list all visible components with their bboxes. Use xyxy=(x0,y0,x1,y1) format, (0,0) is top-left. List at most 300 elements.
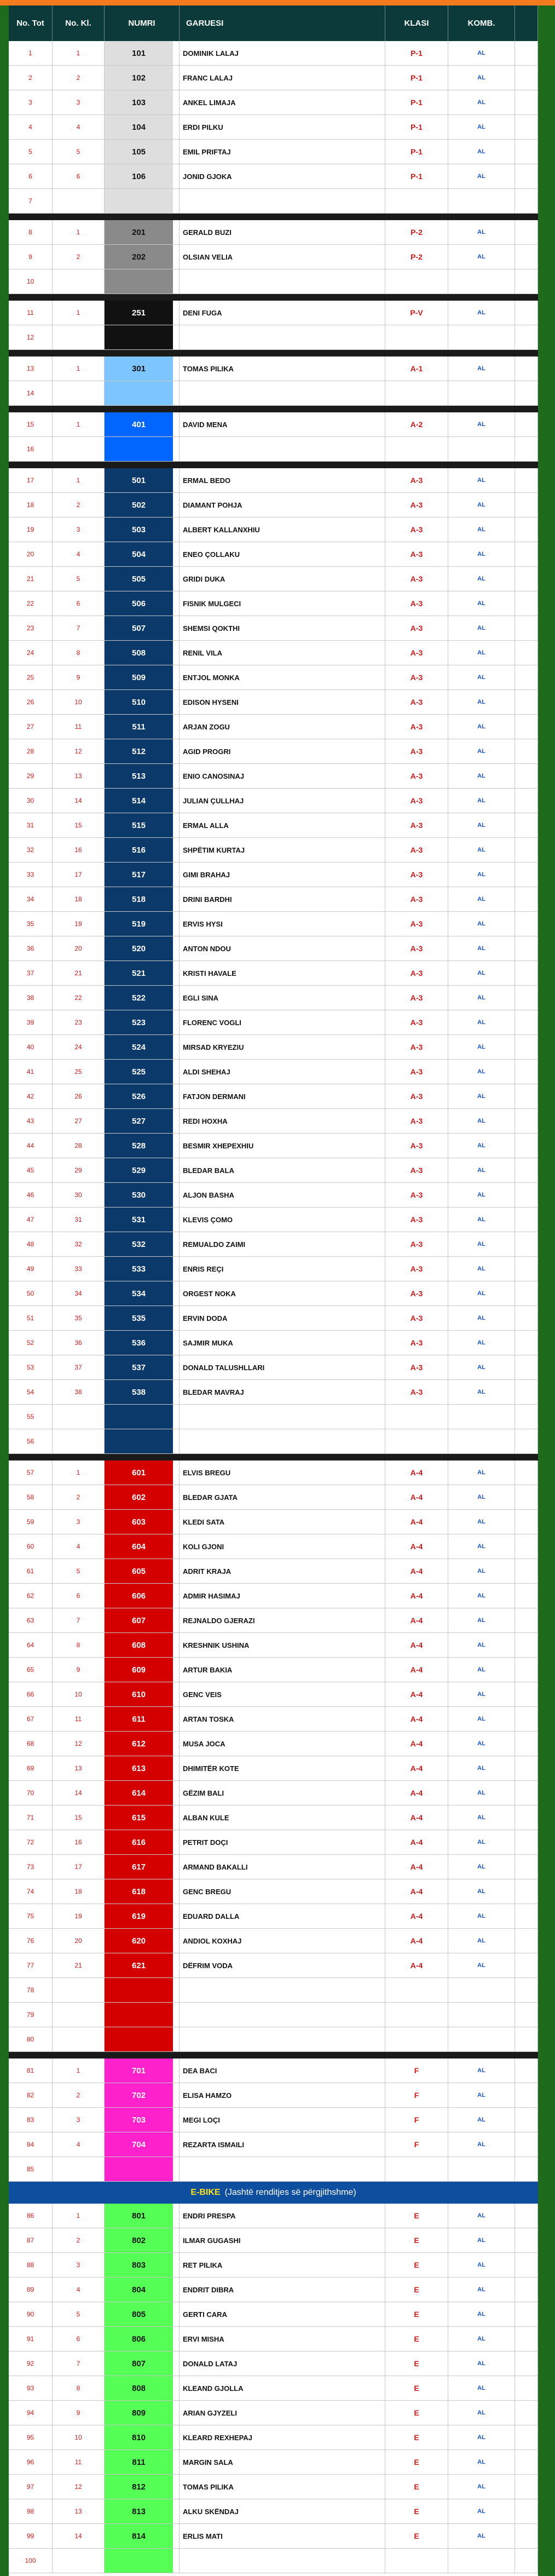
rider-name xyxy=(180,189,385,213)
row-no-tot: 22 xyxy=(9,591,53,616)
row-spacer xyxy=(515,1830,538,1854)
rider-name xyxy=(180,2003,385,2027)
row-no-kl: 2 xyxy=(53,1485,105,1509)
bib-number: 251 xyxy=(105,301,173,325)
row-no-kl: 7 xyxy=(53,2351,105,2376)
row-no-tot: 49 xyxy=(9,1257,53,1281)
table-row xyxy=(9,1633,538,1658)
row-no-tot: 36 xyxy=(9,936,53,961)
row-no-kl: 4 xyxy=(53,115,105,139)
table-row xyxy=(9,2549,538,2573)
nationality: AL xyxy=(448,90,515,114)
row-spacer xyxy=(515,1879,538,1904)
nationality: AL xyxy=(448,2108,515,2132)
class-code: E xyxy=(385,2450,448,2474)
cell-gap xyxy=(173,437,180,461)
cell-gap xyxy=(173,813,180,837)
row-spacer xyxy=(515,1485,538,1509)
rider-name: DRINI BARDHI xyxy=(180,887,385,911)
cell-gap xyxy=(173,2003,180,2027)
bib-number: 517 xyxy=(105,863,173,887)
rider-name: REZARTA ISMAILI xyxy=(180,2132,385,2157)
table-row xyxy=(9,2108,538,2132)
row-spacer xyxy=(515,1461,538,1485)
row-no-kl: 2 xyxy=(53,493,105,517)
nationality: AL xyxy=(448,115,515,139)
row-spacer xyxy=(515,1281,538,1306)
bib-number: 538 xyxy=(105,1380,173,1404)
class-code: A-3 xyxy=(385,1183,448,1207)
class-code: A-3 xyxy=(385,665,448,689)
row-no-tot: 32 xyxy=(9,838,53,862)
rider-name: SAJMIR MUKA xyxy=(180,1331,385,1355)
class-code: A-3 xyxy=(385,764,448,788)
class-code: A-4 xyxy=(385,1732,448,1756)
row-no-tot: 48 xyxy=(9,1232,53,1256)
rider-name: ANTON NDOU xyxy=(180,936,385,961)
row-no-tot: 9 xyxy=(9,245,53,269)
class-code: A-3 xyxy=(385,912,448,936)
bib-number: 613 xyxy=(105,1756,173,1780)
rider-name: DIAMANT POHJA xyxy=(180,493,385,517)
class-code: A-3 xyxy=(385,813,448,837)
cell-gap xyxy=(173,1331,180,1355)
cell-gap xyxy=(173,2376,180,2400)
cell-gap xyxy=(173,912,180,936)
class-code: A-2 xyxy=(385,412,448,436)
table-row xyxy=(9,2401,538,2425)
row-no-kl: 8 xyxy=(53,2376,105,2400)
cell-gap xyxy=(173,2278,180,2302)
row-no-kl: 14 xyxy=(53,789,105,813)
cell-gap xyxy=(173,1257,180,1281)
row-spacer xyxy=(515,863,538,887)
row-spacer xyxy=(515,1010,538,1034)
bib-number: 806 xyxy=(105,2327,173,2351)
row-spacer xyxy=(515,1257,538,1281)
nationality xyxy=(448,269,515,294)
rider-name: BLEDAR GJATA xyxy=(180,1485,385,1509)
cell-gap xyxy=(173,245,180,269)
class-code: A-3 xyxy=(385,1331,448,1355)
table-row xyxy=(9,1060,538,1084)
cell-gap xyxy=(173,2425,180,2450)
rider-name: ARTAN TOSKA xyxy=(180,1707,385,1731)
row-spacer xyxy=(515,1732,538,1756)
cell-gap xyxy=(173,1584,180,1608)
rider-name: REJNALDO GJERAZI xyxy=(180,1608,385,1632)
rider-name: OLSIAN VELIA xyxy=(180,245,385,269)
cell-gap xyxy=(173,1134,180,1158)
row-spacer xyxy=(515,1682,538,1706)
row-no-kl: 5 xyxy=(53,567,105,591)
cell-gap xyxy=(173,41,180,65)
row-no-tot: 47 xyxy=(9,1208,53,1232)
nationality: AL xyxy=(448,1781,515,1805)
row-no-tot: 87 xyxy=(9,2228,53,2252)
class-code xyxy=(385,269,448,294)
class-code: A-3 xyxy=(385,518,448,542)
row-spacer xyxy=(515,616,538,640)
class-code: E xyxy=(385,2401,448,2425)
table-row xyxy=(9,1559,538,1584)
rider-name: ERLIS MATI xyxy=(180,2524,385,2548)
row-no-kl: 35 xyxy=(53,1306,105,1330)
rider-name: ALKU SKËNDAJ xyxy=(180,2499,385,2523)
bib-number: 807 xyxy=(105,2351,173,2376)
nationality: AL xyxy=(448,1257,515,1281)
table-row xyxy=(9,220,538,245)
nationality: AL xyxy=(448,887,515,911)
rider-name: ANKEL LIMAJA xyxy=(180,90,385,114)
bib-number: 808 xyxy=(105,2376,173,2400)
bib-number: 509 xyxy=(105,665,173,689)
row-no-kl: 28 xyxy=(53,1134,105,1158)
row-no-kl: 21 xyxy=(53,1953,105,1977)
table-row xyxy=(9,863,538,887)
row-no-tot: 20 xyxy=(9,542,53,566)
cell-gap xyxy=(173,739,180,763)
bib-number: 520 xyxy=(105,936,173,961)
table-row xyxy=(9,1978,538,2003)
table-row xyxy=(9,357,538,381)
row-spacer xyxy=(515,2204,538,2228)
row-no-kl: 31 xyxy=(53,1208,105,1232)
class-code xyxy=(385,1978,448,2002)
row-no-tot: 65 xyxy=(9,1658,53,1682)
row-no-tot: 34 xyxy=(9,887,53,911)
nationality: AL xyxy=(448,2524,515,2548)
table-row xyxy=(9,1306,538,1331)
table-row xyxy=(9,986,538,1010)
rider-name: ERMAL ALLA xyxy=(180,813,385,837)
nationality xyxy=(448,1978,515,2002)
class-code: A-4 xyxy=(385,1682,448,1706)
nationality: AL xyxy=(448,1584,515,1608)
cell-gap xyxy=(173,1158,180,1182)
table-row xyxy=(9,2228,538,2253)
cell-gap xyxy=(173,665,180,689)
row-no-kl: 11 xyxy=(53,1707,105,1731)
row-no-kl: 29 xyxy=(53,1158,105,1182)
class-code: E xyxy=(385,2228,448,2252)
row-no-tot: 17 xyxy=(9,468,53,492)
nationality: AL xyxy=(448,1035,515,1059)
rider-name: GENC VEIS xyxy=(180,1682,385,1706)
class-code: A-4 xyxy=(385,1904,448,1928)
cell-gap xyxy=(173,1010,180,1034)
class-code: E xyxy=(385,2499,448,2523)
row-spacer xyxy=(515,887,538,911)
table-row xyxy=(9,1429,538,1454)
class-code: P-2 xyxy=(385,220,448,244)
row-spacer xyxy=(515,493,538,517)
row-no-kl: 15 xyxy=(53,813,105,837)
row-no-tot: 72 xyxy=(9,1830,53,1854)
cell-gap xyxy=(173,1232,180,1256)
row-no-tot: 82 xyxy=(9,2083,53,2107)
row-no-tot: 29 xyxy=(9,764,53,788)
table-row xyxy=(9,140,538,164)
bib-number: 105 xyxy=(105,140,173,164)
bib-number: 811 xyxy=(105,2450,173,2474)
bib-number: 510 xyxy=(105,690,173,714)
row-no-kl: 8 xyxy=(53,641,105,665)
nationality: AL xyxy=(448,616,515,640)
bib-number: 527 xyxy=(105,1109,173,1133)
bib-number: 812 xyxy=(105,2475,173,2499)
row-spacer xyxy=(515,665,538,689)
table-header xyxy=(9,5,538,41)
row-no-tot: 60 xyxy=(9,1534,53,1559)
table-row xyxy=(9,325,538,350)
table-row xyxy=(9,1010,538,1035)
class-code: A-3 xyxy=(385,1306,448,1330)
row-no-tot: 38 xyxy=(9,986,53,1010)
bib-number xyxy=(105,381,173,405)
bib-number: 519 xyxy=(105,912,173,936)
row-no-kl: 1 xyxy=(53,412,105,436)
group-separator xyxy=(9,2052,538,2058)
nationality: AL xyxy=(448,2302,515,2326)
cell-gap xyxy=(173,1510,180,1534)
nationality: AL xyxy=(448,2376,515,2400)
class-code: P-1 xyxy=(385,41,448,65)
group-separator xyxy=(9,1454,538,1461)
row-no-tot: 42 xyxy=(9,1084,53,1108)
rider-name xyxy=(180,325,385,349)
bib-number: 804 xyxy=(105,2278,173,2302)
cell-gap xyxy=(173,325,180,349)
nationality: AL xyxy=(448,912,515,936)
row-no-tot: 68 xyxy=(9,1732,53,1756)
rider-name: KLEVIS ÇOMO xyxy=(180,1208,385,1232)
row-no-kl xyxy=(53,1429,105,1453)
row-spacer xyxy=(515,1405,538,1429)
row-no-tot: 96 xyxy=(9,2450,53,2474)
row-no-tot: 95 xyxy=(9,2425,53,2450)
table-row xyxy=(9,1732,538,1756)
bib-number: 202 xyxy=(105,245,173,269)
rider-name xyxy=(180,2027,385,2051)
row-no-kl: 1 xyxy=(53,468,105,492)
table-row xyxy=(9,1380,538,1405)
rider-name: ERVIS HYSI xyxy=(180,912,385,936)
bib-number: 809 xyxy=(105,2401,173,2425)
row-no-kl: 14 xyxy=(53,2524,105,2548)
class-code: A-4 xyxy=(385,1806,448,1830)
row-no-tot: 85 xyxy=(9,2157,53,2181)
table-row xyxy=(9,739,538,764)
bib-number xyxy=(105,1405,173,1429)
bib-number: 526 xyxy=(105,1084,173,1108)
class-code: A-3 xyxy=(385,468,448,492)
table-row xyxy=(9,1257,538,1281)
row-no-tot: 59 xyxy=(9,1510,53,1534)
bib-number: 535 xyxy=(105,1306,173,1330)
row-no-tot: 37 xyxy=(9,961,53,985)
row-no-tot: 54 xyxy=(9,1380,53,1404)
cell-gap xyxy=(173,2132,180,2157)
rider-name: EDUARD DALLA xyxy=(180,1904,385,1928)
row-spacer xyxy=(515,912,538,936)
ebike-banner xyxy=(9,2182,538,2204)
row-spacer xyxy=(515,542,538,566)
table-row xyxy=(9,2157,538,2182)
row-no-tot: 7 xyxy=(9,189,53,213)
rider-name: GRIDI DUKA xyxy=(180,567,385,591)
bib-number: 805 xyxy=(105,2302,173,2326)
class-code: E xyxy=(385,2327,448,2351)
cell-gap xyxy=(173,1035,180,1059)
cell-gap xyxy=(173,381,180,405)
row-no-kl: 19 xyxy=(53,1904,105,1928)
rider-name: ANDIOL KOXHAJ xyxy=(180,1929,385,1953)
table-row xyxy=(9,2499,538,2524)
row-no-tot: 69 xyxy=(9,1756,53,1780)
table-row xyxy=(9,66,538,90)
bib-number: 615 xyxy=(105,1806,173,1830)
row-spacer xyxy=(515,961,538,985)
nationality: AL xyxy=(448,789,515,813)
row-no-tot: 28 xyxy=(9,739,53,763)
class-code: A-4 xyxy=(385,1510,448,1534)
row-spacer xyxy=(515,1510,538,1534)
bib-number: 602 xyxy=(105,1485,173,1509)
rider-name: SHPËTIM KURTAJ xyxy=(180,838,385,862)
cell-gap xyxy=(173,1929,180,1953)
table-row xyxy=(9,1510,538,1534)
bib-number: 533 xyxy=(105,1257,173,1281)
row-no-kl: 9 xyxy=(53,2401,105,2425)
table-row xyxy=(9,715,538,739)
row-no-tot: 77 xyxy=(9,1953,53,1977)
class-code: A-4 xyxy=(385,1559,448,1583)
row-spacer xyxy=(515,2108,538,2132)
row-no-tot: 74 xyxy=(9,1879,53,1904)
rider-name: ENEO ÇOLLAKU xyxy=(180,542,385,566)
row-spacer xyxy=(515,1109,538,1133)
class-code: A-4 xyxy=(385,1953,448,1977)
rider-name: REDI HOXHA xyxy=(180,1109,385,1133)
row-spacer xyxy=(515,567,538,591)
class-code: A-4 xyxy=(385,1608,448,1632)
row-no-tot: 13 xyxy=(9,357,53,381)
nationality: AL xyxy=(448,1084,515,1108)
row-no-kl xyxy=(53,2549,105,2573)
bib-number: 528 xyxy=(105,1134,173,1158)
row-spacer xyxy=(515,301,538,325)
table-row xyxy=(9,2027,538,2052)
class-code: A-3 xyxy=(385,1232,448,1256)
row-no-tot: 86 xyxy=(9,2204,53,2228)
table-row xyxy=(9,2253,538,2278)
cell-gap xyxy=(173,2204,180,2228)
nationality: AL xyxy=(448,518,515,542)
row-no-tot: 84 xyxy=(9,2132,53,2157)
cell-gap xyxy=(173,1707,180,1731)
cell-gap xyxy=(173,1559,180,1583)
row-no-tot: 27 xyxy=(9,715,53,739)
row-no-kl: 10 xyxy=(53,2425,105,2450)
bib-number: 518 xyxy=(105,887,173,911)
cell-gap xyxy=(173,2108,180,2132)
class-code: P-V xyxy=(385,301,448,325)
row-no-tot: 14 xyxy=(9,381,53,405)
table-row xyxy=(9,1485,538,1510)
group-separator xyxy=(9,406,538,412)
class-code: A-3 xyxy=(385,1010,448,1034)
cell-gap xyxy=(173,542,180,566)
rider-name: AGID PROGRI xyxy=(180,739,385,763)
table-row xyxy=(9,1035,538,1060)
row-no-tot: 64 xyxy=(9,1633,53,1657)
row-no-kl xyxy=(53,381,105,405)
row-no-tot: 92 xyxy=(9,2351,53,2376)
bib-number: 617 xyxy=(105,1855,173,1879)
bib-number: 612 xyxy=(105,1732,173,1756)
nationality: AL xyxy=(448,1534,515,1559)
bib-number: 524 xyxy=(105,1035,173,1059)
rider-name: GERTI CARA xyxy=(180,2302,385,2326)
cell-gap xyxy=(173,1060,180,1084)
row-no-kl: 9 xyxy=(53,665,105,689)
table-row xyxy=(9,269,538,294)
bib-number: 702 xyxy=(105,2083,173,2107)
nationality: AL xyxy=(448,1879,515,1904)
nationality: AL xyxy=(448,2425,515,2450)
class-code: P-1 xyxy=(385,164,448,188)
row-no-kl: 11 xyxy=(53,715,105,739)
cell-gap xyxy=(173,591,180,616)
row-spacer xyxy=(515,164,538,188)
rider-name: DONALD LATAJ xyxy=(180,2351,385,2376)
bib-number: 512 xyxy=(105,739,173,763)
nationality: AL xyxy=(448,412,515,436)
ebike-note: (Jashtë renditjes së përgjithshme) xyxy=(224,2188,356,2197)
cell-gap xyxy=(173,1781,180,1805)
bib-number xyxy=(105,2157,173,2181)
class-code: F xyxy=(385,2058,448,2083)
table-row xyxy=(9,2302,538,2327)
row-spacer xyxy=(515,1658,538,1682)
row-no-kl: 13 xyxy=(53,764,105,788)
bib-number: 606 xyxy=(105,1584,173,1608)
row-spacer xyxy=(515,2351,538,2376)
row-spacer xyxy=(515,2157,538,2181)
row-no-tot: 43 xyxy=(9,1109,53,1133)
bib-number: 504 xyxy=(105,542,173,566)
class-code: A-4 xyxy=(385,1461,448,1485)
row-spacer xyxy=(515,2083,538,2107)
cell-gap xyxy=(173,1380,180,1404)
row-no-tot: 78 xyxy=(9,1978,53,2002)
rider-name: ENTJOL MONKA xyxy=(180,665,385,689)
nationality: AL xyxy=(448,764,515,788)
class-code: E xyxy=(385,2376,448,2400)
left-rail xyxy=(0,5,9,2576)
row-no-tot: 19 xyxy=(9,518,53,542)
nationality: AL xyxy=(448,1929,515,1953)
nationality: AL xyxy=(448,2058,515,2083)
rider-name: DHIMITËR KOTE xyxy=(180,1756,385,1780)
bib-number xyxy=(105,2027,173,2051)
class-code: A-4 xyxy=(385,1485,448,1509)
row-no-tot: 53 xyxy=(9,1355,53,1379)
row-no-kl: 30 xyxy=(53,1183,105,1207)
row-no-kl: 1 xyxy=(53,41,105,65)
row-no-tot: 1 xyxy=(9,41,53,65)
